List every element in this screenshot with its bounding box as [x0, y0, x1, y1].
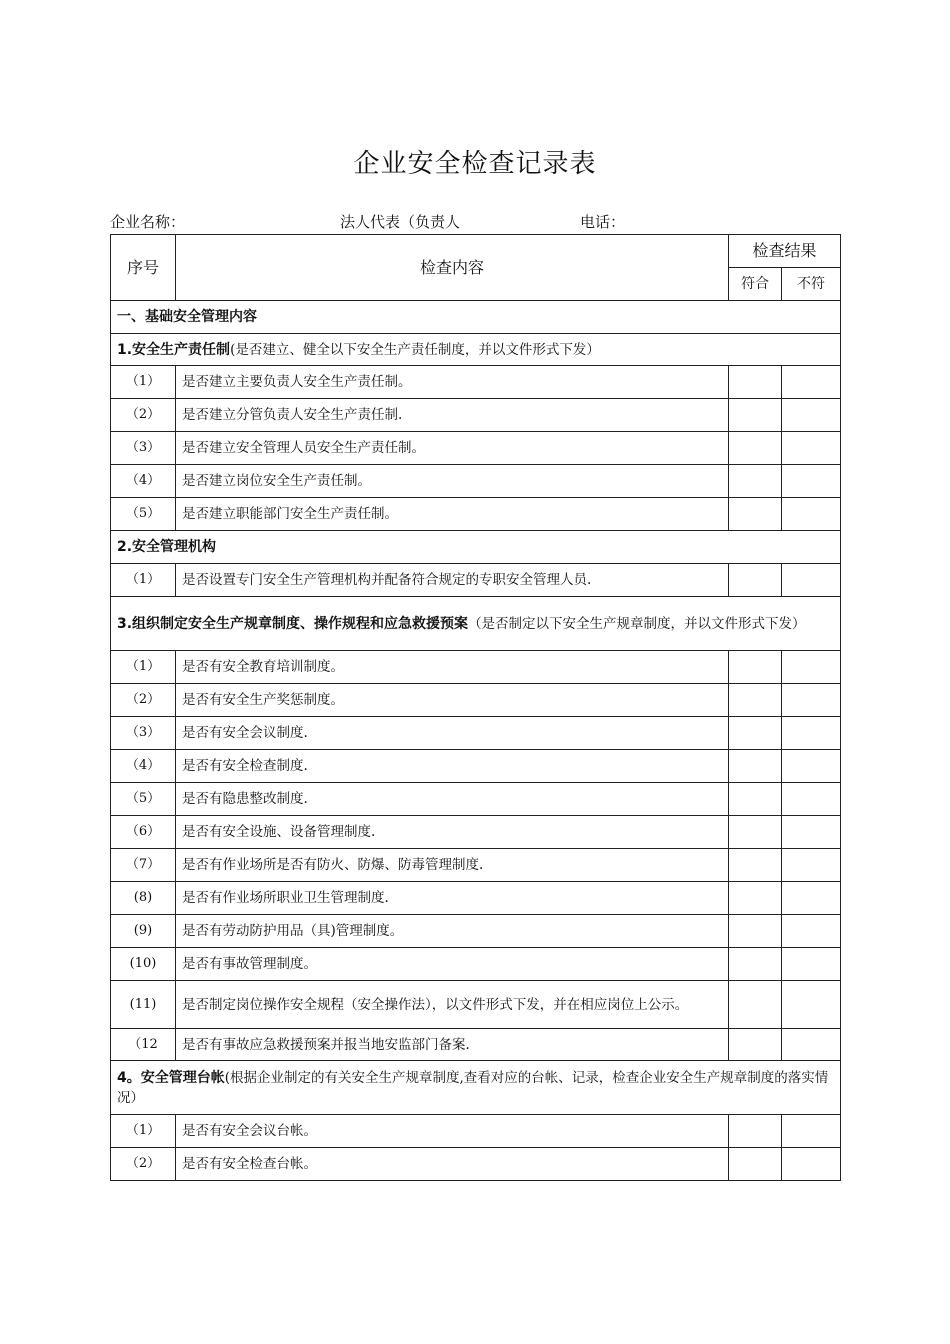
- legal-rep-label: 法人代表（负责人: [340, 213, 461, 231]
- conform-cell[interactable]: [729, 750, 782, 783]
- table-row: [111, 399, 841, 432]
- table-row: [111, 651, 841, 684]
- conform-cell[interactable]: [729, 981, 782, 1029]
- item-content: 是否有安全教育培训制度。: [176, 651, 729, 684]
- item-content: 是否有作业场所职业卫生管理制度.: [176, 882, 729, 915]
- item-number: (10): [111, 948, 176, 981]
- table-row: [111, 783, 841, 816]
- nonconform-cell[interactable]: [782, 366, 841, 399]
- section-row: [111, 531, 841, 564]
- nonconform-cell[interactable]: [782, 816, 841, 849]
- table-row: [111, 948, 841, 981]
- table-row: [111, 366, 841, 399]
- table-row: [111, 849, 841, 882]
- table-row: [111, 465, 841, 498]
- nonconform-cell[interactable]: [782, 651, 841, 684]
- item-number: （5）: [111, 498, 176, 531]
- item-content: 是否有隐患整改制度.: [176, 783, 729, 816]
- table-row: [111, 981, 841, 1029]
- nonconform-cell[interactable]: [782, 684, 841, 717]
- section-heading: [111, 1061, 841, 1115]
- conform-cell[interactable]: [729, 717, 782, 750]
- table-row: [111, 915, 841, 948]
- item-content: 是否建立主要负责人安全生产责任制。: [176, 366, 729, 399]
- nonconform-cell[interactable]: [782, 1115, 841, 1148]
- item-content: 是否设置专门安全生产管理机构并配备符合规定的专职安全管理人员.: [176, 564, 729, 597]
- phone-label: 电话：: [580, 213, 626, 231]
- nonconform-cell[interactable]: [782, 849, 841, 882]
- conform-cell[interactable]: [729, 366, 782, 399]
- item-number: （1）: [111, 651, 176, 684]
- item-number: （4）: [111, 750, 176, 783]
- item-content: 是否有安全检查制度.: [176, 750, 729, 783]
- item-number: （6）: [111, 816, 176, 849]
- item-number: （7）: [111, 849, 176, 882]
- conform-cell[interactable]: [729, 399, 782, 432]
- header-seq: 序号: [111, 235, 176, 301]
- item-number: （2）: [111, 1148, 176, 1181]
- nonconform-cell[interactable]: [782, 399, 841, 432]
- conform-cell[interactable]: [729, 651, 782, 684]
- nonconform-cell[interactable]: [782, 882, 841, 915]
- item-number: （2）: [111, 684, 176, 717]
- header-content: 检查内容: [176, 235, 729, 301]
- conform-cell[interactable]: [729, 915, 782, 948]
- conform-cell[interactable]: [729, 1148, 782, 1181]
- nonconform-cell[interactable]: [782, 1029, 841, 1061]
- item-content: 是否有事故管理制度。: [176, 948, 729, 981]
- table-row: [111, 564, 841, 597]
- conform-cell[interactable]: [729, 1029, 782, 1061]
- item-content: 是否有作业场所是否有防火、防爆、防毒管理制度.: [176, 849, 729, 882]
- item-number: (8): [111, 882, 176, 915]
- item-content: 是否有事故应急救援预案并报当地安监部门备案.: [176, 1029, 729, 1061]
- nonconform-cell[interactable]: [782, 915, 841, 948]
- nonconform-cell[interactable]: [782, 498, 841, 531]
- item-content: 是否建立安全管理人员安全生产责任制。: [176, 432, 729, 465]
- nonconform-cell[interactable]: [782, 948, 841, 981]
- part-title: 一、基础安全管理内容: [111, 301, 841, 334]
- table-row: [111, 1148, 841, 1181]
- table-row: [111, 717, 841, 750]
- item-content: 是否建立分管负责人安全生产责任制.: [176, 399, 729, 432]
- table-row: [111, 750, 841, 783]
- table-row: [111, 432, 841, 465]
- header-result: 检查结果: [729, 235, 841, 268]
- item-number: （2）: [111, 399, 176, 432]
- item-content: 是否有安全会议台帐。: [176, 1115, 729, 1148]
- conform-cell[interactable]: [729, 849, 782, 882]
- item-content: 是否有劳动防护用品（具)管理制度。: [176, 915, 729, 948]
- table-row: [111, 498, 841, 531]
- table-row: [111, 1115, 841, 1148]
- conform-cell[interactable]: [729, 465, 782, 498]
- section-title: 1.安全生产责任制: [117, 341, 231, 358]
- section-title: 4。安全管理台帐: [117, 1069, 225, 1086]
- section-heading: [111, 597, 841, 651]
- nonconform-cell[interactable]: [782, 432, 841, 465]
- item-number: （3）: [111, 717, 176, 750]
- nonconform-cell[interactable]: [782, 564, 841, 597]
- section-note: (是否建立、健全以下安全生产责任制度，并以文件形式下发）: [230, 341, 600, 358]
- conform-cell[interactable]: [729, 948, 782, 981]
- nonconform-cell[interactable]: [782, 465, 841, 498]
- section-heading: [111, 334, 841, 366]
- item-number: (9): [111, 915, 176, 948]
- item-content: 是否有安全检查台帐。: [176, 1148, 729, 1181]
- conform-cell[interactable]: [729, 882, 782, 915]
- item-number: （4）: [111, 465, 176, 498]
- section-heading: [111, 531, 841, 564]
- section-row: [111, 597, 841, 651]
- header-conform: 符合: [729, 268, 782, 301]
- table-row: [111, 684, 841, 717]
- nonconform-cell[interactable]: [782, 1148, 841, 1181]
- conform-cell[interactable]: [729, 684, 782, 717]
- conform-cell[interactable]: [729, 564, 782, 597]
- table-row: [111, 882, 841, 915]
- item-number: （12: [111, 1029, 176, 1061]
- page-title: 企业安全检查记录表: [353, 149, 597, 179]
- item-number: （1）: [111, 366, 176, 399]
- section-row: [111, 1061, 841, 1115]
- section-note: （是否制定以下安全生产规章制度，并以文件形式下发）: [468, 615, 806, 632]
- conform-cell[interactable]: [729, 432, 782, 465]
- conform-cell[interactable]: [729, 816, 782, 849]
- item-number: （3）: [111, 432, 176, 465]
- item-content: 是否制定岗位操作安全规程（安全操作法），以文件形式下发，并在相应岗位上公示。: [176, 981, 729, 1029]
- section-row: [111, 334, 841, 366]
- section-title: 2.安全管理机构: [117, 539, 217, 555]
- nonconform-cell[interactable]: [782, 981, 841, 1029]
- item-content: 是否有安全生产奖惩制度。: [176, 684, 729, 717]
- item-content: 是否建立岗位安全生产责任制。: [176, 465, 729, 498]
- inspection-table: [110, 234, 841, 1181]
- form-meta: [110, 211, 840, 231]
- item-number: （1）: [111, 564, 176, 597]
- item-content: 是否建立职能部门安全生产责任制。: [176, 498, 729, 531]
- conform-cell[interactable]: [729, 498, 782, 531]
- conform-cell[interactable]: [729, 1115, 782, 1148]
- item-number: （1）: [111, 1115, 176, 1148]
- item-number: (11): [111, 981, 176, 1029]
- nonconform-cell[interactable]: [782, 717, 841, 750]
- table-row: [111, 1029, 841, 1061]
- item-content: 是否有安全会议制度.: [176, 717, 729, 750]
- section-title: 3.组织制定安全生产规章制度、操作规程和应急救援预案: [117, 615, 469, 632]
- company-name-label: 企业名称：: [110, 213, 186, 231]
- item-number: （5）: [111, 783, 176, 816]
- table-row: [111, 816, 841, 849]
- section-note: (根据企业制定的有关安全生产规章制度,查看对应的台帐、记录，检查企业安全生产规章制度的落实情况）: [117, 1069, 829, 1106]
- nonconform-cell[interactable]: [782, 750, 841, 783]
- item-content: 是否有安全设施、设备管理制度.: [176, 816, 729, 849]
- conform-cell[interactable]: [729, 783, 782, 816]
- header-nonconform: 不符: [782, 268, 841, 301]
- nonconform-cell[interactable]: [782, 783, 841, 816]
